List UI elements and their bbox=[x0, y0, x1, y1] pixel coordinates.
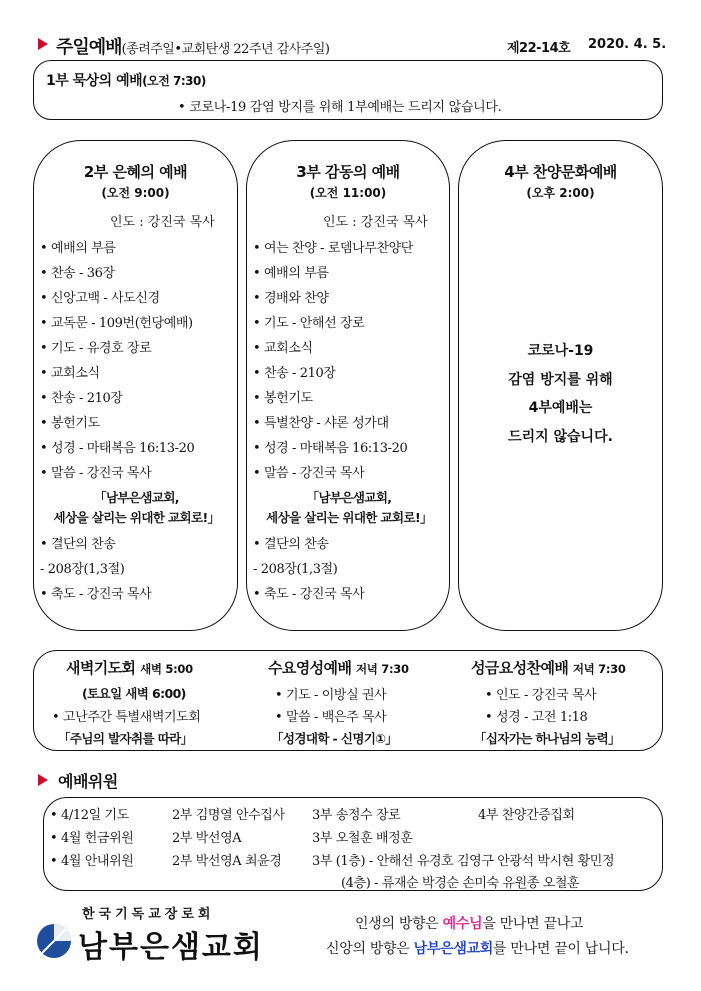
friday-title bbox=[471, 657, 626, 678]
wednesday-title-text: 수요영성예배 bbox=[268, 659, 352, 677]
motto-line: 세상을 살리는 위대한 교회로!」 bbox=[266, 510, 432, 525]
header-arrow-icon bbox=[38, 38, 48, 50]
slogan-text: 을 만나면 끝나고 bbox=[482, 916, 584, 932]
page-title bbox=[56, 33, 330, 59]
footer-slogan-2 bbox=[326, 938, 629, 958]
order-item: • 여는 찬양 - 로뎀나무찬양단 bbox=[253, 241, 413, 256]
slogan-highlight: 예수님 bbox=[442, 916, 483, 932]
dawn-time: 새벽 5:00 bbox=[140, 662, 193, 676]
service3-order bbox=[253, 236, 445, 607]
service4-message bbox=[459, 337, 662, 451]
message-line: 감염 방지를 위해 bbox=[508, 371, 613, 388]
dawn-title-text: 새벽기도회 bbox=[66, 659, 136, 677]
service1-title bbox=[46, 70, 206, 90]
denomination-name: 한국기독교장로회 bbox=[82, 907, 215, 922]
duty-service2: 2부 김명열 안수집사 bbox=[172, 808, 285, 823]
service4-time: (오후 2:00) bbox=[526, 186, 595, 200]
order-item: • 교회소식 bbox=[40, 366, 100, 381]
order-item: • 기도 - 안해선 장로 bbox=[253, 316, 365, 331]
order-item: • 성경 - 마태복음 16:13-20 bbox=[253, 441, 408, 456]
order-item: • 찬송 - 210장 bbox=[40, 391, 123, 406]
duties-title: 예배위원 bbox=[58, 772, 118, 791]
order-item: • 봉헌기도 bbox=[40, 416, 100, 431]
service4-box bbox=[458, 140, 663, 631]
wednesday-line: • 말씀 - 백은주 목사 bbox=[275, 710, 387, 725]
order-item: • 결단의 찬송 bbox=[253, 537, 329, 552]
duties-arrow-icon bbox=[38, 774, 48, 786]
message-line: 드리지 않습니다. bbox=[508, 428, 613, 445]
motto-line: 세상을 살리는 위대한 교회로!」 bbox=[53, 510, 220, 525]
order-item: • 말씀 - 강진국 목사 bbox=[40, 466, 152, 481]
wednesday-line: • 기도 - 이방실 권사 bbox=[275, 688, 387, 703]
duty-label: • 4/12일 기도 bbox=[50, 808, 129, 823]
service1-title-text: 1부 묵상의 예배 bbox=[46, 73, 143, 89]
order-item: • 찬송 - 36장 bbox=[40, 266, 115, 281]
order-item: - 208장(1,3절) bbox=[253, 562, 338, 577]
order-item: • 성경 - 마태복음 16:13-20 bbox=[40, 441, 195, 456]
service2-title: 2부 은혜의 예배 bbox=[83, 163, 188, 181]
service3-time: (오전 11:00) bbox=[309, 186, 387, 200]
order-item: • 찬송 - 210장 bbox=[253, 366, 336, 381]
friday-time: 저녁 7:30 bbox=[572, 662, 626, 676]
duty-service3: 3부 오철훈 배정훈 bbox=[312, 831, 413, 846]
duty-service2: 2부 박선영A bbox=[172, 831, 242, 846]
order-item: • 결단의 찬송 bbox=[40, 537, 116, 552]
order-item: • 예배의 부름 bbox=[253, 266, 329, 281]
dawn-title bbox=[66, 657, 193, 678]
duty-service4: 4부 찬양간증집회 bbox=[478, 808, 575, 823]
footer-slogan-1 bbox=[355, 913, 583, 933]
wednesday-theme: 「성경대학 - 신명기①」 bbox=[271, 731, 398, 746]
wednesday-title bbox=[268, 657, 409, 678]
message-line: 4부예배는 bbox=[528, 400, 593, 416]
service1-note: • 코로나-19 감염 방지를 위해 1부예배는 드리지 않습니다. bbox=[178, 100, 502, 115]
issue-number: 제22-14호 bbox=[507, 41, 571, 56]
duty-label: • 4월 헌금위원 bbox=[50, 831, 134, 846]
service2-leader: 인도 : 강진국 목사 bbox=[110, 215, 215, 230]
order-item: • 교회소식 bbox=[253, 341, 313, 356]
slogan-text: 신앙의 방향은 bbox=[326, 941, 414, 957]
title-subtitle: (종려주일•교회탄생 22주년 감사주일) bbox=[121, 42, 330, 57]
slogan-highlight: 남부은샘교회 bbox=[413, 941, 493, 957]
duty-service3: 3부 (1층) - 안해선 유경호 김영구 안광석 박시현 황민정 bbox=[312, 854, 615, 869]
service2-box bbox=[33, 140, 238, 631]
order-item: • 경배와 찬양 bbox=[253, 291, 329, 306]
friday-line: • 성경 - 고전 1:18 bbox=[485, 710, 588, 725]
slogan-text: 를 만나면 끝이 납니다. bbox=[493, 941, 629, 957]
order-item: • 봉헌기도 bbox=[253, 391, 313, 406]
order-item: • 교독문 - 109번(헌당예배) bbox=[40, 316, 193, 331]
dawn-saturday: (토요일 새벽 6:00) bbox=[82, 686, 186, 701]
order-item: • 기도 - 유경호 장로 bbox=[40, 341, 152, 356]
duty-service2: 2부 박선영A 최윤경 bbox=[172, 854, 282, 869]
slogan-text: 인생의 방향은 bbox=[355, 916, 443, 932]
service1-time: (오전 7:30) bbox=[142, 74, 206, 88]
issue-date: 2020. 4. 5. bbox=[588, 37, 667, 52]
order-item: - 208장(1,3절) bbox=[40, 562, 125, 577]
friday-title-text: 성금요성찬예배 bbox=[471, 659, 569, 677]
friday-theme: 「십자가는 하나님의 능력」 bbox=[474, 731, 621, 746]
wednesday-time: 저녁 7:30 bbox=[355, 662, 409, 676]
order-item: • 말씀 - 강진국 목사 bbox=[253, 466, 365, 481]
order-item: • 특별찬양 - 샤론 성가대 bbox=[253, 416, 389, 431]
duty-label: • 4월 안내위원 bbox=[50, 854, 134, 869]
service2-time: (오전 9:00) bbox=[101, 186, 170, 200]
service2-order bbox=[40, 236, 233, 607]
service3-box bbox=[246, 140, 450, 631]
dawn-theme: 「주님의 발자취를 따라」 bbox=[58, 731, 193, 746]
church-name: 남부은샘교회 bbox=[78, 930, 264, 965]
service3-title: 3부 감동의 예배 bbox=[296, 163, 400, 181]
order-item: • 축도 - 강진국 목사 bbox=[40, 587, 152, 602]
motto-line: 「남부은샘교회, bbox=[94, 490, 179, 505]
dawn-line: • 고난주간 특별새벽기도회 bbox=[52, 710, 201, 725]
service3-leader: 인도 : 강진국 목사 bbox=[323, 215, 428, 230]
order-item: • 예배의 부름 bbox=[40, 241, 116, 256]
title-text: 주일예배 bbox=[56, 37, 122, 58]
church-logo-icon bbox=[36, 923, 72, 959]
order-item: • 축도 - 강진국 목사 bbox=[253, 587, 365, 602]
order-item: • 신앙고백 - 사도신경 bbox=[40, 291, 160, 306]
friday-line: • 인도 - 강진국 목사 bbox=[485, 688, 597, 703]
message-line: 코로나-19 bbox=[527, 343, 594, 359]
duty-service3: (4층) - 류재순 박경순 손미숙 유원종 오철훈 bbox=[341, 876, 580, 891]
motto-line: 「남부은샘교회, bbox=[306, 490, 392, 505]
duty-service3: 3부 송정수 장로 bbox=[312, 808, 401, 823]
service4-title: 4부 찬양문화예배 bbox=[504, 163, 617, 181]
